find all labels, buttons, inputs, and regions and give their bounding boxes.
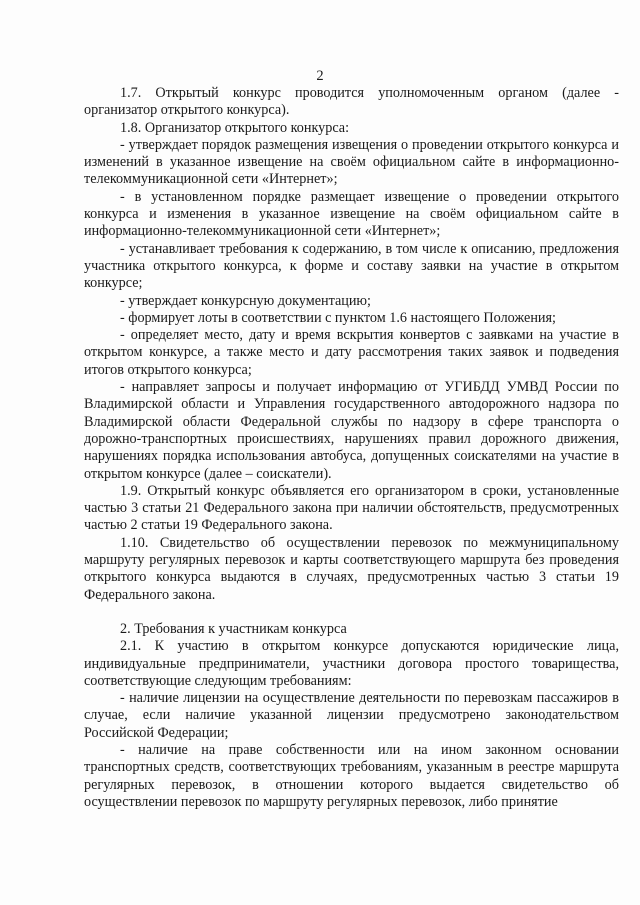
document-body — [84, 85, 619, 811]
list-item: - наличие лицензии на осуществление деятельности по перевозкам пассажиров в случае, если наличие указанной лицензии предусмотрено законодательством Российской Федерации; — [84, 690, 619, 741]
paragraph-1-9: 1.9. Открытый конкурс объявляется его организатором в сроки, установленные частью 3 статьи 21 Федерального закона при наличии обстоятельств, предусмотренных частью 2 статьи 19 Федерального закона. — [84, 482, 619, 534]
list-item: - наличие на праве собственности или на ином законном основании транспортных средств, соответствующих требованиям, указанным в реестре маршрута регулярных перевозок, в отношении которого выдается свидетельство об осуществлении перевозок по маршруту регулярных перевозок, либо принятие — [84, 741, 619, 810]
list-item: - в установленном порядке размещает извещение о проведении открытого конкурса и изменения в указанное извещение на своём официальном сайте в информационно-телекоммуникационной сети «Интернет»; — [84, 188, 619, 240]
paragraph-2-1: 2.1. К участию в открытом конкурсе допускаются юридические лица, индивидуальные предприниматели, участники договора простого товарищества, соответствующие следующим требованиям: — [84, 638, 619, 689]
list-item: - направляет запросы и получает информацию от УГИБДД УМВД России по Владимирской области и Управления государственного автодорожного надзора по Владимирской области Федеральной службы по надзору в сфере транспорта о дорожно-транспортных происшествиях, нарушениях правил дорожного движения, нарушениях порядка использования автобуса, допущенных соискателями на участие в открытом конкурсе (далее – соискатели). — [84, 379, 619, 482]
page-number: 2 — [316, 68, 324, 84]
list-item: - устанавливает требования к содержанию, в том числе к описанию, предложения участника открытого конкурса, к форме и составу заявки на участие в открытом конкурсе; — [84, 240, 619, 292]
list-item: - утверждает порядок размещения извещения о проведении открытого конкурса и изменений в указанное извещение на своём официальном сайте в информационно-телекоммуникационной сети «Интернет»; — [84, 136, 619, 188]
list-item: - утверждает конкурсную документацию; — [120, 292, 371, 309]
list-item: - определяет место, дату и время вскрытия конвертов с заявками на участие в открытом конкурсе, а также место и дату рассмотрения таких заявок и подведения итогов открытого конкурса; — [84, 327, 619, 378]
paragraph-1-8: 1.8. Организатор открытого конкурса: — [120, 119, 350, 136]
paragraph-1-10: 1.10. Свидетельство об осуществлении перевозок по межмуниципальному маршруту регулярных перевозок и карты соответствующего маршрута без проведения открытого конкурса выдаются в случаях, предусмотренных частью 3 статьи 19 Федерального закона. — [84, 534, 619, 603]
paragraph-1-7: 1.7. Открытый конкурс проводится уполномоченным органом (далее - организатор открытого конкурса). — [84, 85, 619, 119]
list-item: - формирует лоты в соответствии с пунктом 1.6 настоящего Положения; — [120, 309, 556, 326]
section-heading: 2. Требования к участникам конкурса — [120, 620, 347, 637]
